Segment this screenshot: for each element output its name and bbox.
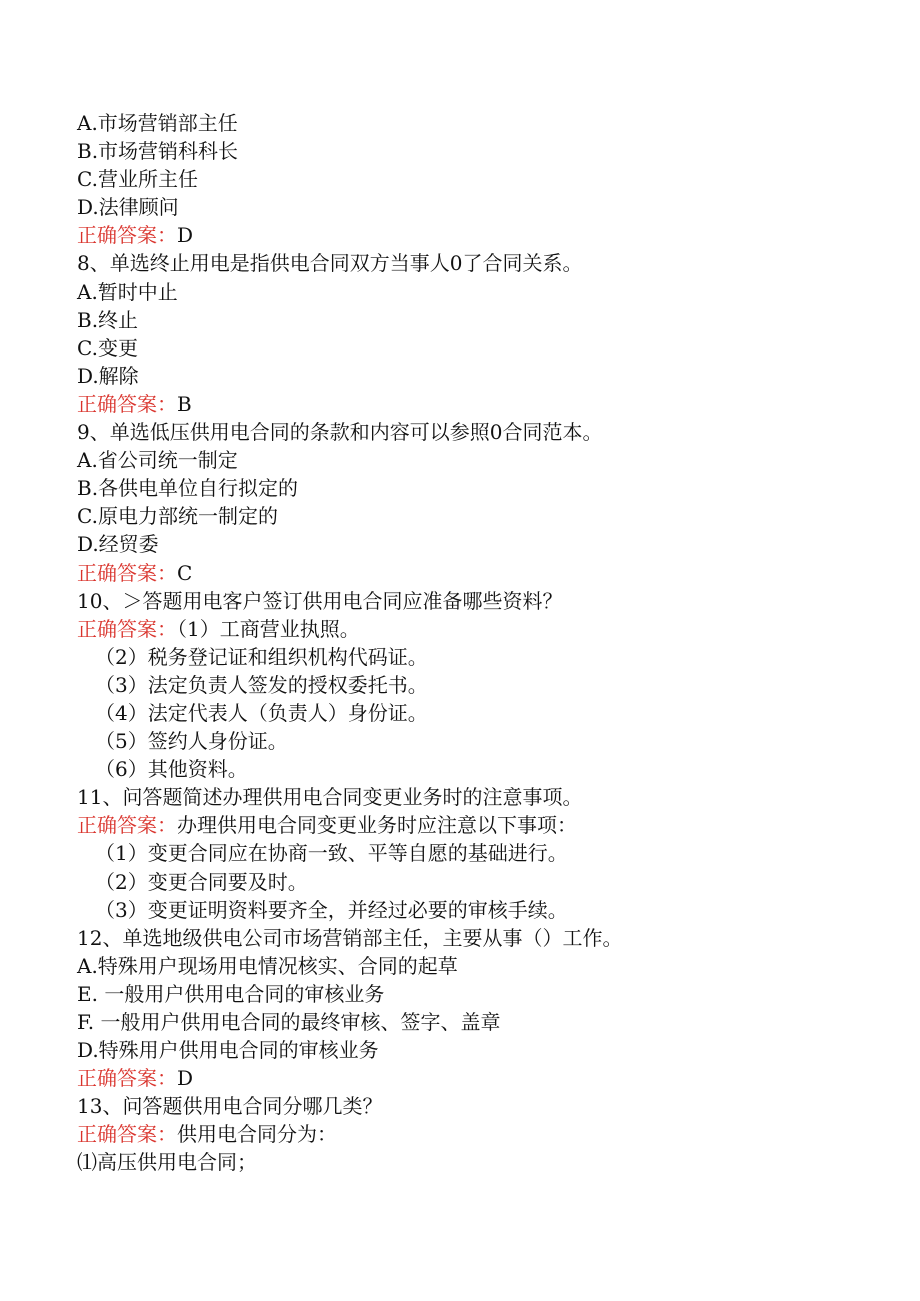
answer-label: 正确答案：	[77, 223, 177, 248]
q10-item: （3）法定负责人签发的授权委托书。	[95, 672, 428, 697]
answer-label: 正确答案：	[77, 560, 177, 585]
answer-label: 正确答案：	[77, 1066, 177, 1091]
q12-answer	[77, 1064, 897, 1092]
q11-question: 11、问答题简述办理供用电合同变更业务时的注意事项。	[77, 785, 583, 810]
answer-value: （1）工商营业执照。	[177, 616, 360, 641]
answer-label: 正确答案：	[77, 391, 177, 416]
q13-item: ⑴高压供用电合同；	[77, 1150, 257, 1175]
q7-answer	[77, 221, 897, 249]
q8-option-a: A.暂时中止	[77, 279, 178, 304]
q9-option-c: C.原电力部统一制定的	[77, 504, 278, 529]
answer-value: 办理供用电合同变更业务时应注意以下事项：	[177, 813, 577, 838]
q9-option-b: B.各供电单位自行拟定的	[77, 476, 299, 501]
q11-item: （3）变更证明资料要齐全，并经过必要的审核手续。	[95, 897, 568, 922]
q7-option-b: B.市场营销科科长	[77, 139, 239, 164]
answer-value: D	[177, 1066, 194, 1091]
q7-option-a: A.市场营销部主任	[77, 111, 238, 135]
q12-option-f: F. 一般用户供用电合同的最终审核、签字、盖章	[77, 1010, 501, 1034]
q12-option-e: E. 一般用户供用电合同的审核业务	[77, 981, 385, 1006]
answer-value: B	[177, 391, 192, 416]
q8-question: 8、单选终止用电是指供电合同双方当事人0了合同关系。	[77, 251, 583, 276]
q9-answer	[77, 559, 897, 587]
answer-value: D	[177, 223, 194, 248]
q9-option-a: A.省公司统一制定	[77, 448, 238, 473]
answer-value: 供用电合同分为：	[177, 1122, 337, 1147]
q11-item: （1）变更合同应在协商一致、平等自愿的基础进行。	[95, 841, 568, 866]
q10-item: （2）税务登记证和组织机构代码证。	[95, 644, 428, 669]
answer-label: 正确答案：	[77, 1122, 177, 1147]
q10-answer	[77, 615, 897, 643]
q8-option-b: B.终止	[77, 307, 139, 332]
q10-item: （5）签约人身份证。	[95, 729, 288, 754]
q12-question: 12、单选地级供电公司市场营销部主任，主要从事（）工作。	[77, 925, 623, 950]
q11-item: （2）变更合同要及时。	[95, 869, 308, 894]
q10-question: 10、＞答题用电客户签订供用电合同应准备哪些资料？	[77, 588, 563, 613]
q12-option-a: A.特殊用户现场用电情况核实、合同的起草	[77, 953, 458, 978]
q8-option-d: D.解除	[77, 363, 139, 388]
document-page	[77, 109, 897, 1177]
q10-item: （4）法定代表人（负责人）身份证。	[95, 700, 428, 725]
q8-answer	[77, 390, 897, 418]
answer-label: 正确答案：	[77, 813, 177, 838]
q13-question: 13、问答题供用电合同分哪几类？	[77, 1094, 383, 1119]
answer-label: 正确答案：	[77, 616, 177, 641]
q10-item: （6）其他资料。	[95, 757, 248, 782]
answer-value: C	[177, 560, 193, 585]
q9-option-d: D.经贸委	[77, 532, 159, 557]
q11-answer	[77, 811, 897, 839]
q12-option-d: D.特殊用户供用电合同的审核业务	[77, 1038, 379, 1063]
q7-option-d: D.法律顾问	[77, 195, 179, 220]
q9-question: 9、单选低压供用电合同的条款和内容可以参照0合同范本。	[77, 420, 603, 445]
q7-option-c: C.营业所主任	[77, 167, 198, 192]
q8-option-c: C.变更	[77, 335, 138, 360]
q13-answer	[77, 1120, 897, 1148]
